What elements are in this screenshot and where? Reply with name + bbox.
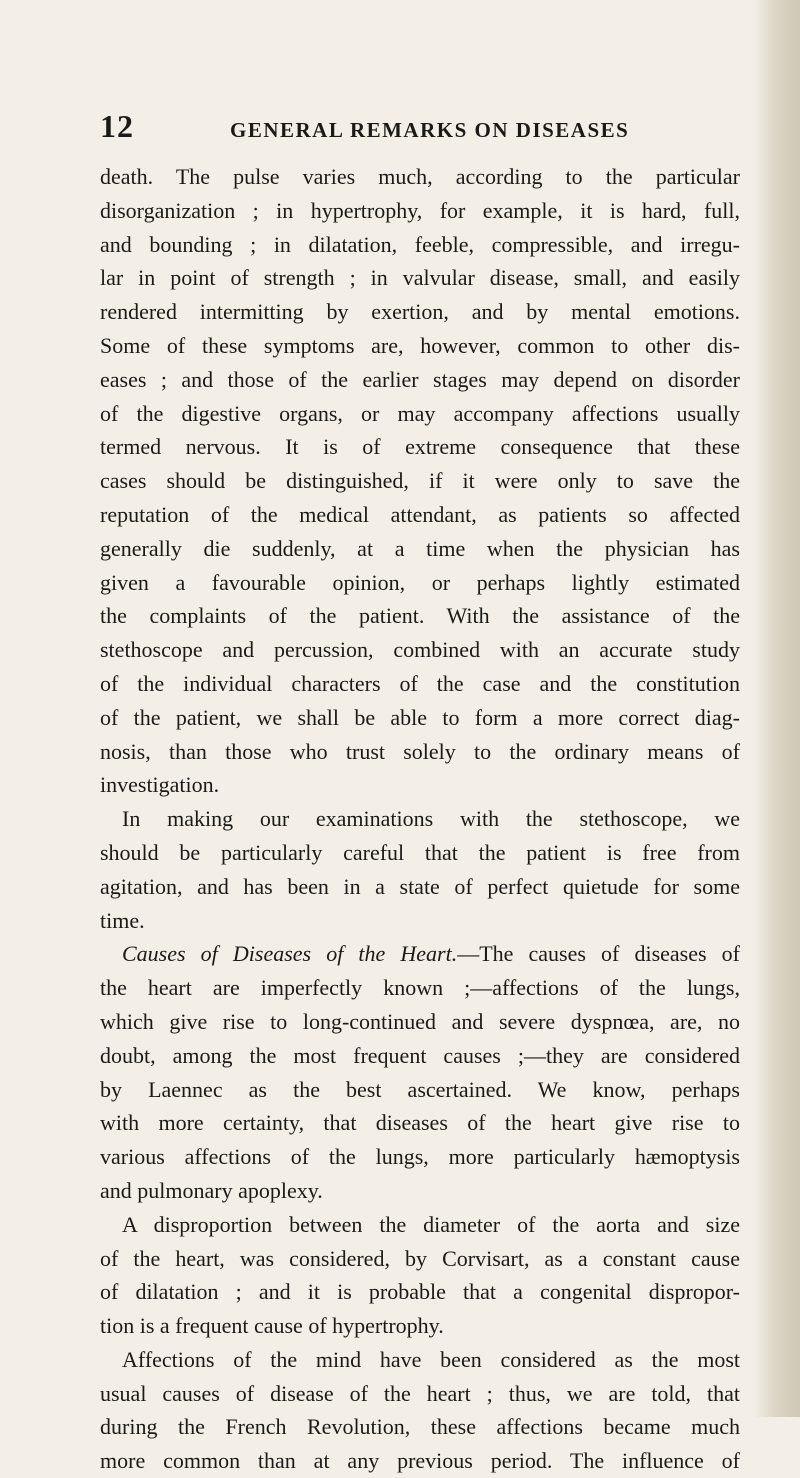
- text-line: of dilatation ; and it is probable that a congenital dispropor-: [100, 1279, 740, 1305]
- page-number: 12: [100, 108, 134, 144]
- text-line: should be particularly careful that the patient is free from: [100, 839, 740, 865]
- text-line: and pulmonary apoplexy.: [100, 1177, 323, 1203]
- text-line: agitation, and has been in a state of perfect quietude for some: [100, 873, 740, 899]
- text-line: of the patient, we shall be able to form a more correct diag-: [100, 704, 740, 730]
- text-line: doubt, among the most frequent causes ;—they are considered: [100, 1042, 740, 1068]
- text-line: various affections of the lungs, more particularly hæmoptysis: [100, 1144, 740, 1170]
- text-line: Some of these symptoms are, however, common to other dis-: [100, 332, 740, 358]
- running-title: GENERAL REMARKS ON DISEASES: [230, 118, 630, 142]
- text-line: lar in point of strength ; in valvular disease, small, and easily: [100, 265, 740, 291]
- text-line: death. The pulse varies much, according to the particular: [100, 164, 740, 189]
- text-run: —The causes of diseases of: [457, 941, 740, 967]
- text-line: termed nervous. It is of extreme consequence that these: [100, 434, 740, 460]
- text-line: In making our examinations with the stethoscope, we: [122, 806, 740, 832]
- text-line: the heart are imperfectly known ;—affections of the lungs,: [100, 975, 740, 1001]
- text-line: eases ; and those of the earlier stages may depend on disorder: [100, 366, 740, 392]
- text-line: usual causes of disease of the heart ; thus, we are told, that: [100, 1380, 740, 1406]
- text-line: A disproportion between the diameter of the aorta and size: [122, 1211, 740, 1237]
- text-line: during the French Revolution, these affections became much: [100, 1414, 740, 1440]
- text-line: the complaints of the patient. With the assistance of the: [100, 603, 740, 629]
- text-line: given a favourable opinion, or perhaps lightly estimated: [100, 569, 740, 595]
- text-line: which give rise to long-continued and severe dyspnœa, are, no: [100, 1008, 740, 1034]
- section-line: [100, 937, 740, 971]
- text-line: of the digestive organs, or may accompany affections usually: [100, 400, 740, 426]
- text-line: reputation of the medical attendant, as patients so affected: [100, 501, 740, 527]
- text-line: and bounding ; in dilatation, feeble, compressible, and irregu-: [100, 231, 740, 257]
- text-line: with more certainty, that diseases of the heart give rise to: [100, 1110, 740, 1136]
- text-line: cases should be distinguished, if it were only to save the: [100, 468, 740, 494]
- text-line: tion is a frequent cause of hypertrophy.: [100, 1313, 444, 1339]
- text-line: generally die suddenly, at a time when the physician has: [100, 535, 740, 561]
- text-line: by Laennec as the best ascertained. We know, perhaps: [100, 1076, 740, 1102]
- text-line: Affections of the mind have been considered as the most: [122, 1346, 740, 1372]
- text-line: nosis, than those who trust solely to the ordinary means of: [100, 738, 740, 764]
- section-heading: Causes of Diseases of the Heart.: [122, 941, 458, 967]
- text-line: investigation.: [100, 772, 220, 798]
- text-line: of the individual characters of the case and the constitution: [100, 670, 740, 696]
- text-line: more common than at any previous period. The influence of: [100, 1448, 740, 1474]
- running-head: [100, 108, 750, 148]
- text-line: of the heart, was considered, by Corvisart, as a constant cause: [100, 1245, 740, 1271]
- text-line: disorganization ; in hypertrophy, for example, it is hard, full,: [100, 197, 740, 223]
- body-text: [100, 160, 740, 1478]
- page-edge-shadow: [754, 0, 800, 1417]
- text-line: rendered intermitting by exertion, and by mental emotions.: [100, 299, 740, 325]
- text-line: stethoscope and percussion, combined with an accurate study: [100, 637, 740, 663]
- text-line: time.: [100, 907, 145, 933]
